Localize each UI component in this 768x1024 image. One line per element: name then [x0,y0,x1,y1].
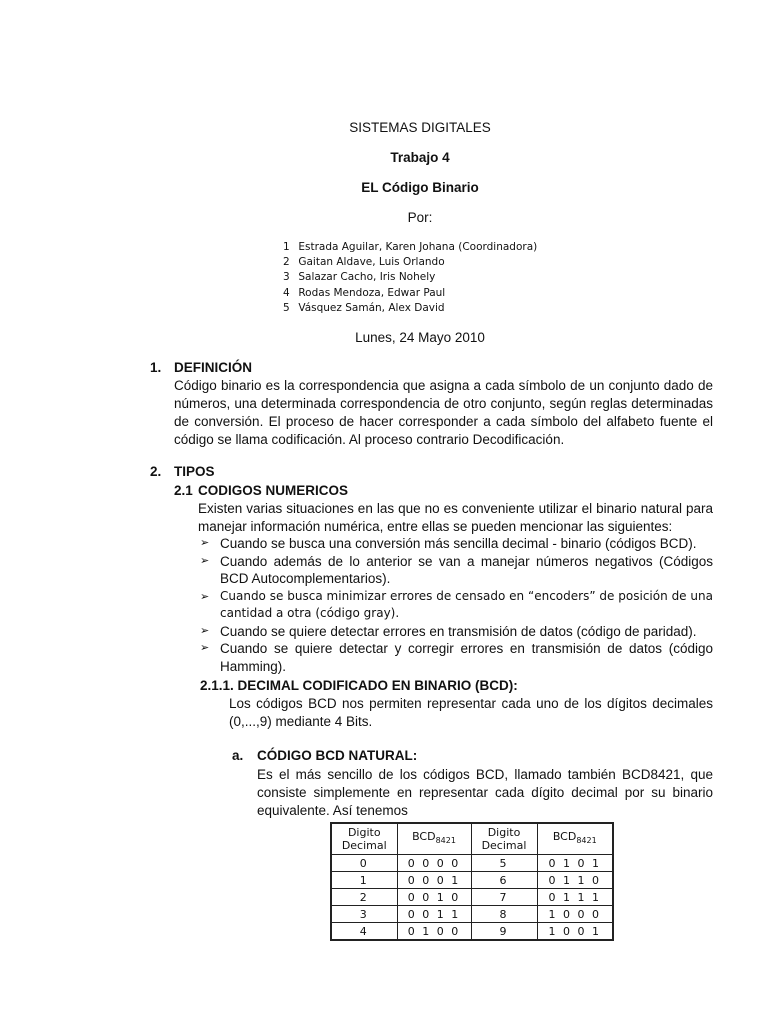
table-cell: 2 [331,889,397,906]
arrow-bullet-icon: ➢ [200,554,210,567]
table-row [331,855,613,872]
table-header-row [331,823,613,855]
table-cell: 9 [471,923,537,941]
header-digit-decimal: Digito Decimal [471,823,537,855]
table-row [331,872,613,889]
document-date: Lunes, 24 Mayo 2010 [355,330,485,345]
section2-title: TIPOS [174,464,215,479]
section1-title: DEFINICIÓN [174,360,253,375]
section2-intro: Existen varias situaciones en las que no es conveniente utilizar el binario natural para manejar información numérica, entre ellas se pueden mencionar las siguientes: [198,501,713,534]
section1-body: Código binario es la correspondencia que asigna a cada símbolo de un conjunto dado de números, una determinada correspondencia de otro conjunto, según reglas determinadas de conversión. El proceso de hacer corresponder a cada símbolo del alfabeto fuente el código se llama codificación. Al proceso contrario Decodificación. [174,378,713,447]
list-item: ➢ Cuando se busca minimizar errores de censado en “encoders” de posición de una cantidad a otra (código gray). [200,588,713,620]
section2-1-number: 2.1 [174,483,193,498]
table-row [331,906,613,923]
course-title: SISTEMAS DIGITALES [349,120,491,135]
bullet-list [200,535,713,675]
work-title: Trabajo 4 [390,150,450,165]
author-item: 5 Vásquez Samán, Alex David [283,301,445,314]
table-cell: 6 [471,872,537,889]
author-item: 1 Estrada Aguilar, Karen Johana (Coordinadora) [283,241,538,253]
list-item: ➢ Cuando además de lo anterior se van a manejar números negativos (Códigos BCD Autocomplementarios). [200,553,713,586]
bcd-body: Los códigos BCD nos permiten representar cada uno de los dígitos decimales (0,...,9) mediante 4 Bits. [229,696,713,729]
author-item: 4 Rodas Mendoza, Edwar Paul [283,286,446,299]
table-cell: 7 [471,889,537,906]
header-digit-decimal: Digito Decimal [331,823,397,855]
arrow-bullet-icon: ➢ [200,589,210,603]
table-row [331,923,613,941]
topic-title: EL Código Binario [361,180,479,195]
table-cell: 0 1 1 1 [537,889,613,906]
table-cell: 1 0 0 0 [537,906,613,923]
author-list [283,240,537,316]
section1-number: 1. [150,360,162,375]
arrow-bullet-icon: ➢ [200,642,210,654]
table-cell: 3 [331,906,397,923]
table-cell: 1 0 0 1 [537,923,613,941]
bcd-natural-letter: a. [232,748,244,763]
bcd-table [330,822,614,941]
table-row [331,889,613,906]
table-cell: 8 [471,906,537,923]
table-cell: 0 1 0 1 [537,855,613,872]
table-cell: 0 1 0 0 [397,923,471,941]
table-cell: 0 0 1 1 [397,906,471,923]
table-cell: 0 [331,855,397,872]
table-cell: 0 0 0 0 [397,855,471,872]
section2-1-title: CODIGOS NUMERICOS [198,483,349,498]
section2-number: 2. [150,464,162,479]
list-item: ➢ Cuando se quiere detectar y corregir errores en transmisión de datos (código Hamming). [200,641,713,674]
by-label: Por: [407,210,433,225]
bcd-natural-body: Es el más sencillo de los códigos BCD, llamado también BCD8421, que consiste simplemente en representar cada dígito decimal por su binario equivalente. Así tenemos [257,767,713,818]
table-cell: 0 0 1 0 [397,889,471,906]
table-cell: 1 [331,872,397,889]
header-bcd8421: $BCD_{8421}$ [537,823,613,855]
bcd-title: 2.1.1. DECIMAL CODIFICADO EN BINARIO (BCD): [200,678,518,693]
header-bcd8421: $BCD_{8421}$ [397,823,471,855]
bcd-natural-title: CÓDIGO BCD NATURAL: [257,748,418,763]
table-cell: 0 0 0 1 [397,872,471,889]
list-item: ➢ Cuando se quiere detectar errores en transmisión de datos (código de paridad). [200,623,697,639]
table-cell: 4 [331,923,397,941]
arrow-bullet-icon: ➢ [200,537,210,549]
author-item: 3 Salazar Cacho, Iris Nohely [283,271,436,284]
author-item: 2 Gaitan Aldave, Luis Orlando [283,256,445,269]
arrow-bullet-icon: ➢ [200,624,210,637]
table-cell: 0 1 1 0 [537,872,613,889]
list-item: ➢ Cuando se busca una conversión más sencilla decimal - binario (códigos BCD). [200,536,697,551]
table-cell: 5 [471,855,537,872]
